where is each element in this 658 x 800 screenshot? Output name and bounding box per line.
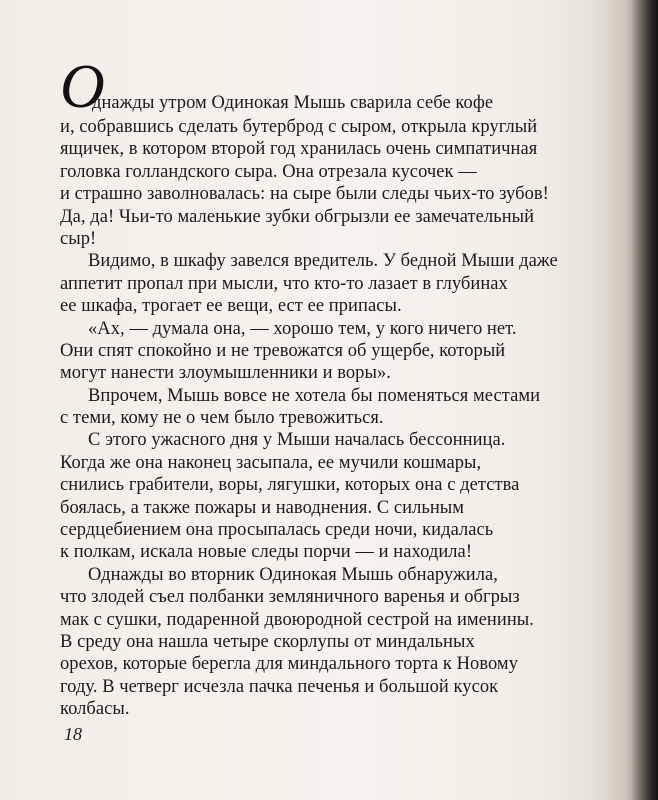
paragraph-start: Впрочем, Мышь вовсе не хотела бы поменяться местами	[88, 385, 541, 406]
text-line: Когда же она наконец засыпала, ее мучили кошмары,	[60, 452, 482, 473]
paragraph-start: «Ах, — думала она, — хорошо тем, у кого ничего нет.	[88, 318, 517, 339]
text-line: и страшно заволновалась: на сыре были следы чьих-то зубов!	[60, 184, 549, 205]
text-line: Да, да! Чьи-то маленькие зубки обгрызли ее замечательный	[60, 206, 535, 227]
text-line: ее шкафа, трогает ее вещи, ест ее припасы.	[60, 296, 402, 317]
binding-shadow	[632, 0, 658, 800]
text-line: и, собравшись сделать бутерброд с сыром, открыла круглый	[60, 117, 538, 137]
text-line: году. В четверг исчезла пачка печенья и большой кусок	[60, 676, 499, 697]
text-line: головка голландского сыра. Она отрезала кусочек —	[60, 161, 477, 182]
text-line: сердцебиением она просыпалась среди ночи, кидалась	[60, 520, 494, 541]
paragraph-start: С этого ужасного дня у Мыши началась бессонница.	[88, 430, 506, 451]
text-line: Они спят спокойно и не тревожатся об ущербе, который	[60, 340, 506, 361]
text-line: с теми, кому не о чем было тревожиться.	[60, 408, 384, 429]
text-line: снились грабители, воры, лягушки, которых она с детства	[60, 475, 520, 496]
text-line: что злодей съел полбанки земляничного варенья и обгрыз	[60, 587, 520, 608]
first-line-text: днажды утром Одинокая Мышь сварила себе кофе	[92, 93, 494, 113]
text-line: к полкам, искала новые следы порчи — и находила!	[60, 542, 473, 563]
story-text	[60, 53, 608, 721]
text-line: боялась, а также пожары и наводнения. С сильным	[60, 497, 465, 518]
drop-cap: О	[60, 53, 105, 121]
text-line: аппетит пропал при мысли, что кто-то лазает в глубинах	[60, 273, 508, 294]
page-number: 18	[64, 724, 82, 744]
paragraph-start: Видимо, в шкафу завелся вредитель. У бедной Мыши даже	[88, 251, 558, 272]
text-line: ящичек, в котором второй год хранилась очень симпатичная	[60, 139, 538, 160]
paragraph-start: Однажды во вторник Одинокая Мышь обнаружила,	[88, 564, 498, 585]
first-line	[60, 53, 608, 121]
text-line: сыр!	[60, 228, 97, 249]
text-line: колбасы.	[60, 699, 130, 720]
text-line: орехов, которые берегла для миндального торта к Новому	[60, 654, 518, 675]
text-line: В среду она нашла четыре скорлупы от миндальных	[60, 631, 475, 652]
text-line: мак с сушки, подаренной двоюродной сестрой на именины.	[60, 609, 534, 630]
text-line: могут нанести злоумышленники и воры».	[60, 363, 391, 384]
